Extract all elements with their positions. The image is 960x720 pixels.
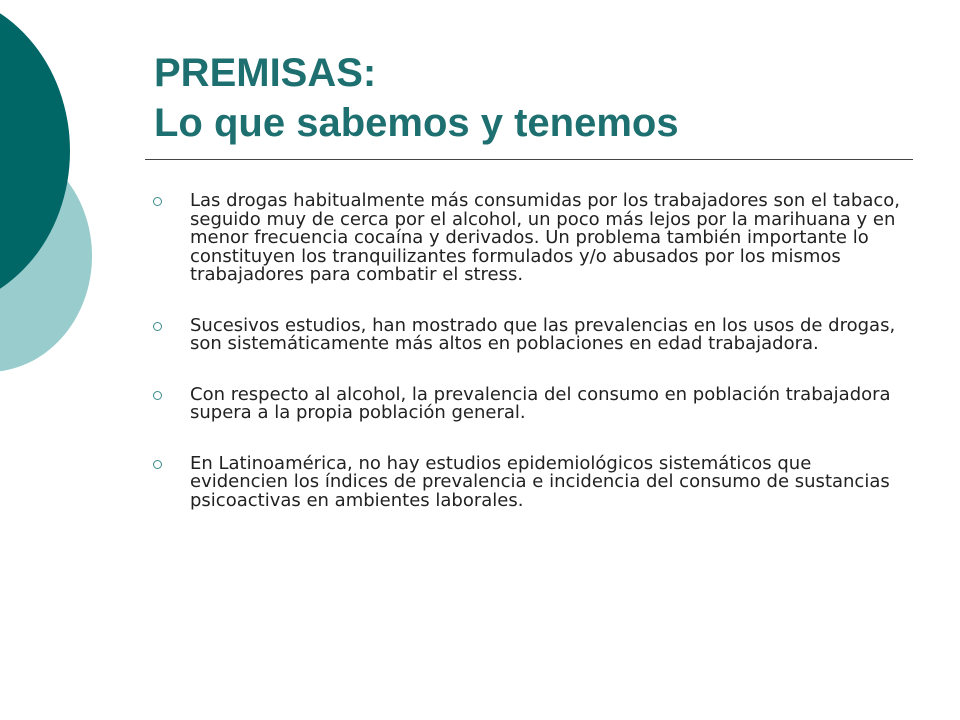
- bullet-text: Con respecto al alcohol, la prevalencia del consumo en población trabajadora supera a la propia población general.: [190, 383, 891, 423]
- bullet-text: Las drogas habitualmente más consumidas por los trabajadores son el tabaco, seguido muy de cerca por el alcohol, un poco más lejos por la marihuana y en menor frecuencia cocaína y derivados. Un problema también importante lo constituyen los tranquilizantes formulados y/o abusados por los mismos trabajadores para combatir el stress.: [190, 190, 901, 285]
- bullet-list: [150, 192, 910, 542]
- bullet-item: [150, 314, 910, 354]
- bullet-text: En Latinoamérica, no hay estudios epidemiológicos sistemáticos que evidencien los índices de prevalencia e incidencia del consumo de sustancias psicoactivas en ambientes laborales.: [190, 452, 890, 511]
- bullet-item: [150, 452, 910, 511]
- title-line-2: Lo que sabemos y tenemos: [154, 101, 679, 145]
- title-divider: [145, 159, 913, 160]
- bullet-circle-icon: [153, 460, 162, 469]
- bullet-item: [150, 383, 910, 423]
- bullet-circle-icon: [153, 391, 162, 400]
- bullet-circle-icon: [153, 197, 162, 206]
- bullet-circle-icon: [153, 322, 162, 331]
- title-line-1: PREMISAS:: [154, 51, 377, 95]
- bullet-text: Sucesivos estudios, han mostrado que las prevalencias en los usos de drogas, son sistemáticamente más altos en poblaciones en edad trabajadora.: [190, 314, 896, 354]
- slide-title: [154, 48, 679, 148]
- bullet-item: [150, 192, 910, 285]
